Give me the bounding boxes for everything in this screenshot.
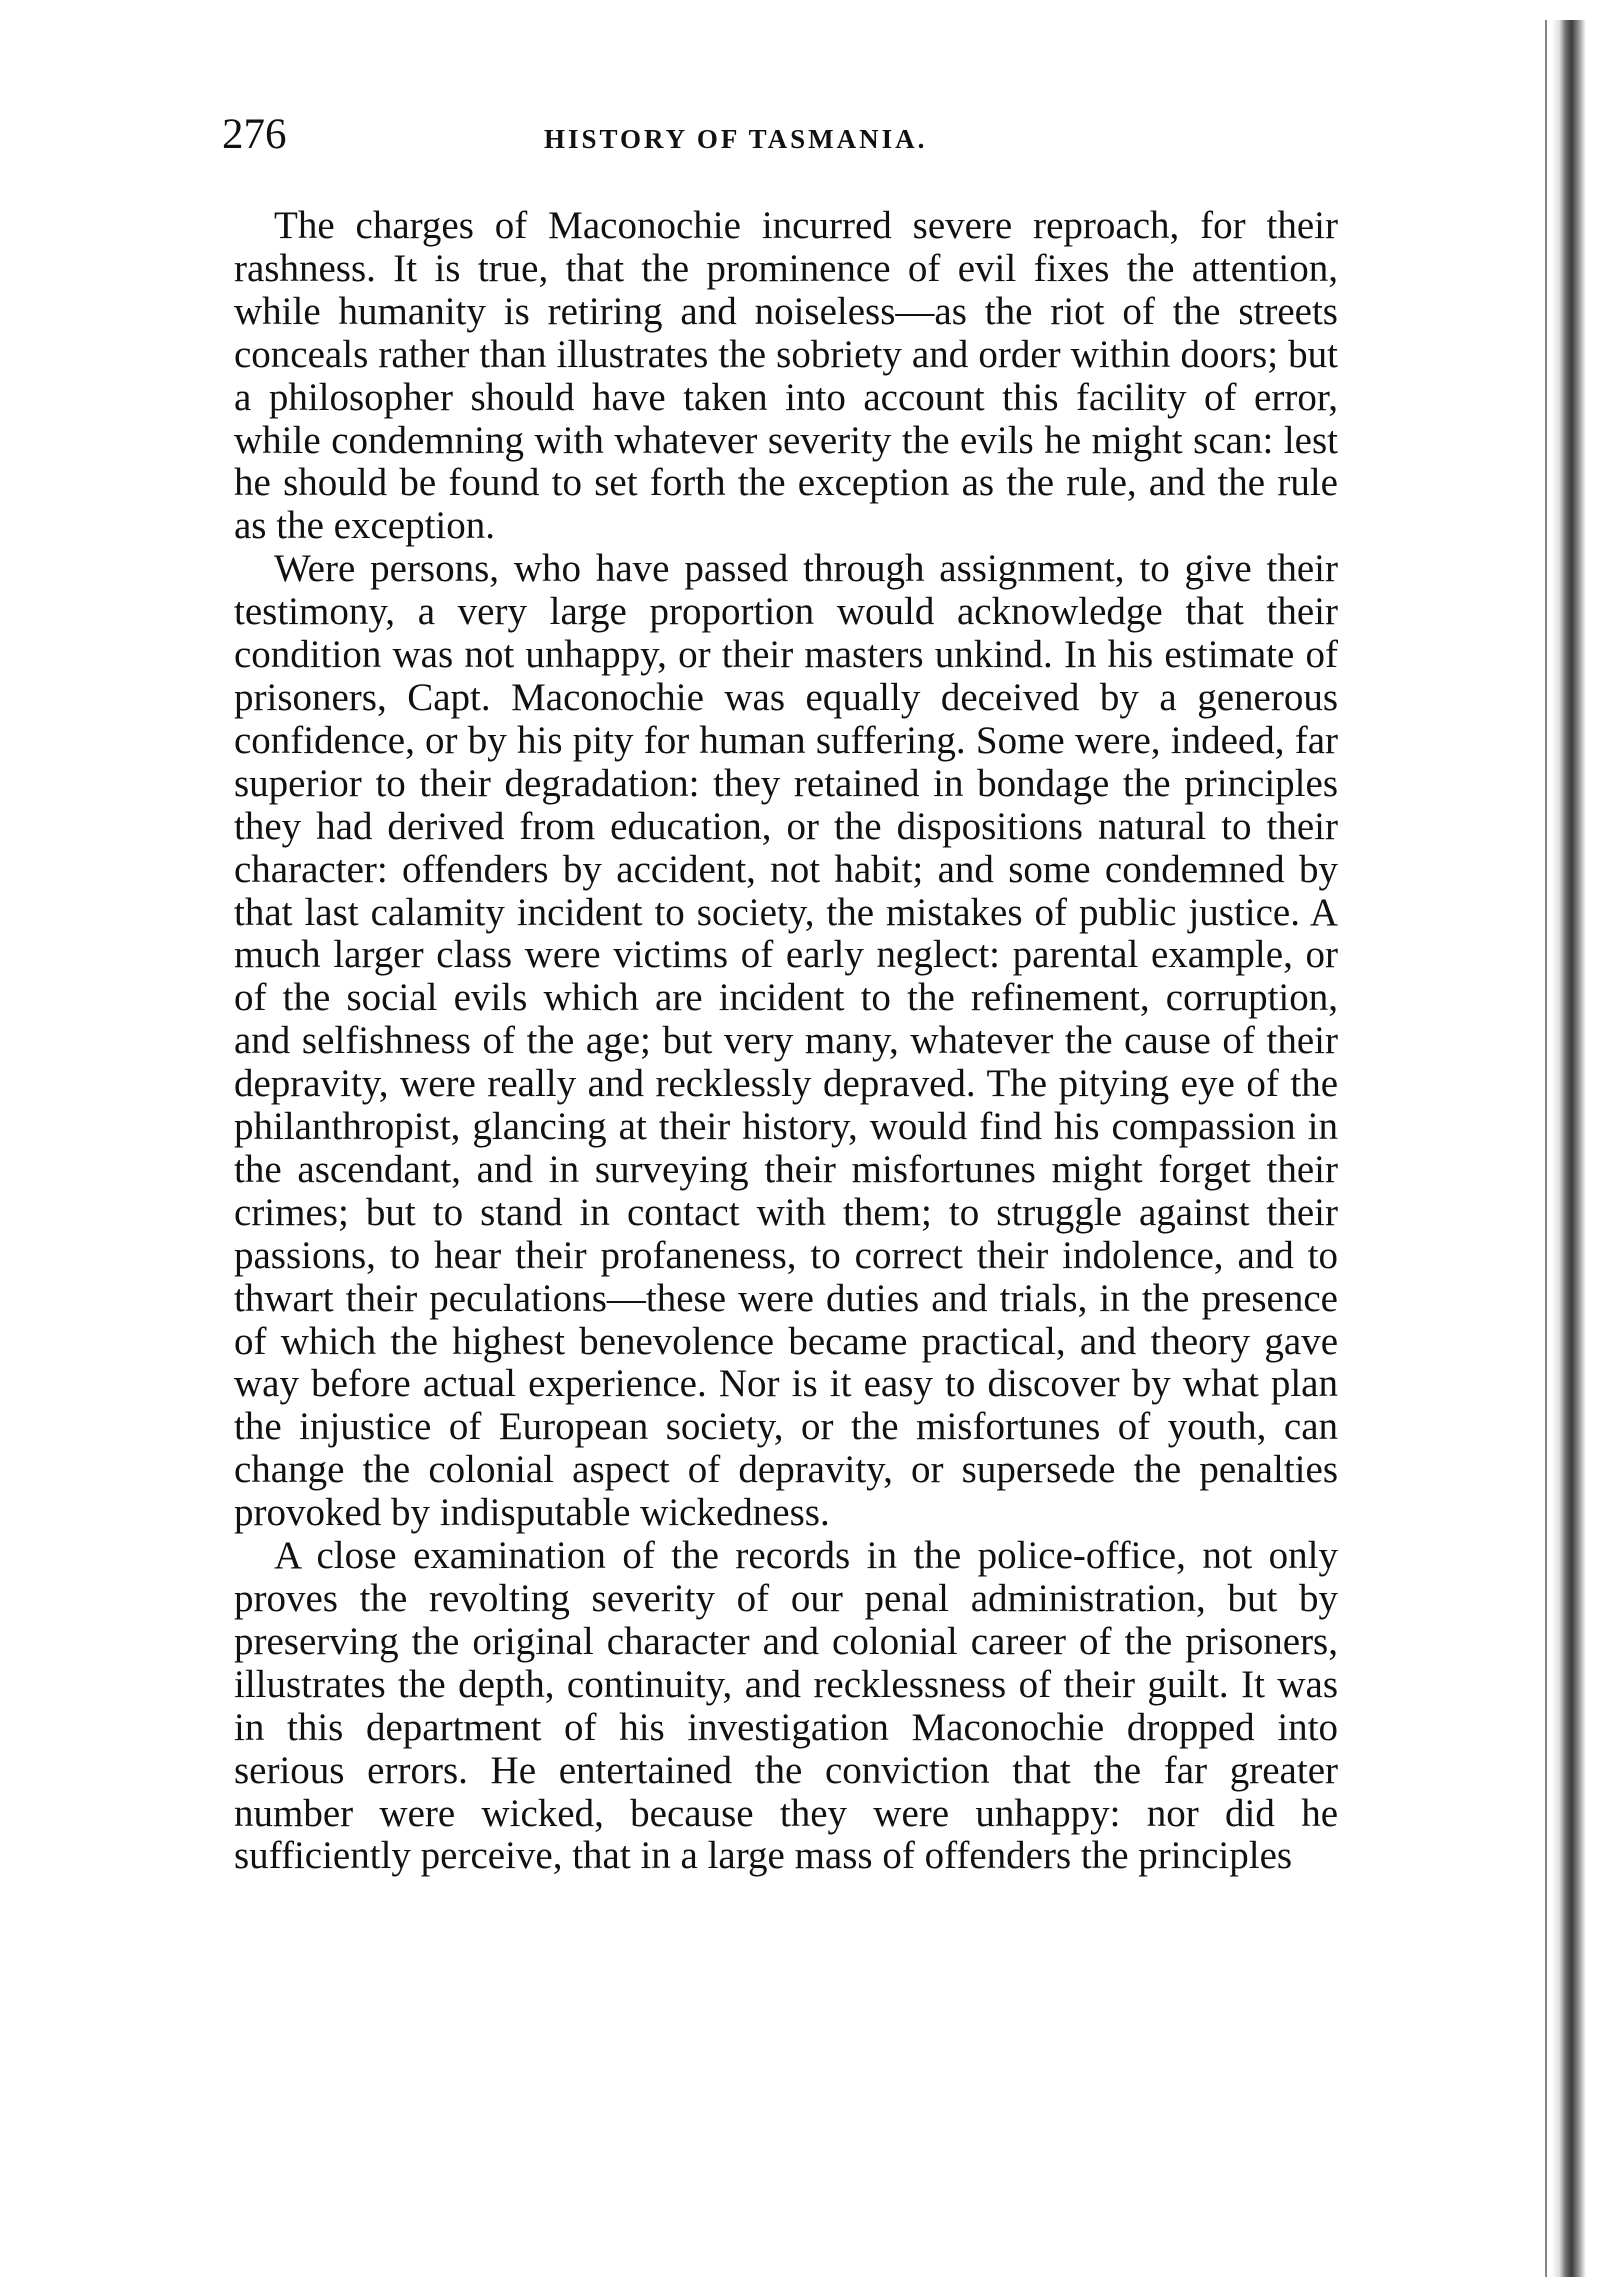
body-text bbox=[234, 205, 1338, 1878]
binding-edge bbox=[1552, 20, 1586, 2277]
paragraph: Were persons, who have passed through assignment, to give their testimony, a very large proportion would acknowledge that their condition was not unhappy, or their masters unkind. In his estimate of prisoners, Capt. Maconochie was equally deceived by a generous confidence, or by his pity for human suffering. Some were, indeed, far superior to their degradation: they retained in bondage the principles they had derived from education, or the dispositions natural to their character: offenders by accident, not habit; and some condemned by that last calamity incident to society, the mistakes of public justice. A much larger class were victims of early neglect: parental example, or of the social evils which are incident to the refinement, corruption, and selfishness of the age; but very many, whatever the cause of their depravity, were really and recklessly depraved. The pitying eye of the philanthropist, glancing at their history, would find his compassion in the ascendant, and in surveying their misfortunes might forget their crimes; but to stand in contact with them; to struggle against their passions, to hear their profaneness, to correct their indolence, and to thwart their peculations—these were duties and trials, in the presence of which the highest benevolence became practical, and theory gave way before actual experience. Nor is it easy to discover by what plan the injustice of European society, or the misfortunes of youth, can change the colonial aspect of depravity, or supersede the penalties provoked by indisputable wickedness. bbox=[234, 547, 1338, 1535]
paragraph: A close examination of the records in the police-office, not only proves the revolting severity of our penal administration, but by preserving the original character and colonial career of the prisoners, illustrates the depth, continuity, and recklessness of their guilt. It was in this department of his investigation Maconochie dropped into serious errors. He entertained the conviction that the far greater number were wicked, because they were unhappy: nor did he sufficiently perceive, that in a large mass of offenders the principles bbox=[234, 1534, 1338, 1878]
running-title: HISTORY OF TASMANIA. bbox=[544, 124, 928, 154]
binding-line bbox=[1545, 20, 1547, 2277]
paragraph: The charges of Maconochie incurred severe reproach, for their rashness. It is true, that the prominence of evil fixes the attention, while humanity is retiring and noiseless—as the riot of the streets conceals rather than illustrates the sobriety and order within doors; but a philosopher should have taken into account this facility of error, while condemning with whatever severity the evils he might scan: lest he should be found to set forth the exception as the rule, and the rule as the exception. bbox=[234, 204, 1338, 548]
page-header bbox=[222, 105, 1342, 165]
page-number: 276 bbox=[222, 111, 287, 158]
